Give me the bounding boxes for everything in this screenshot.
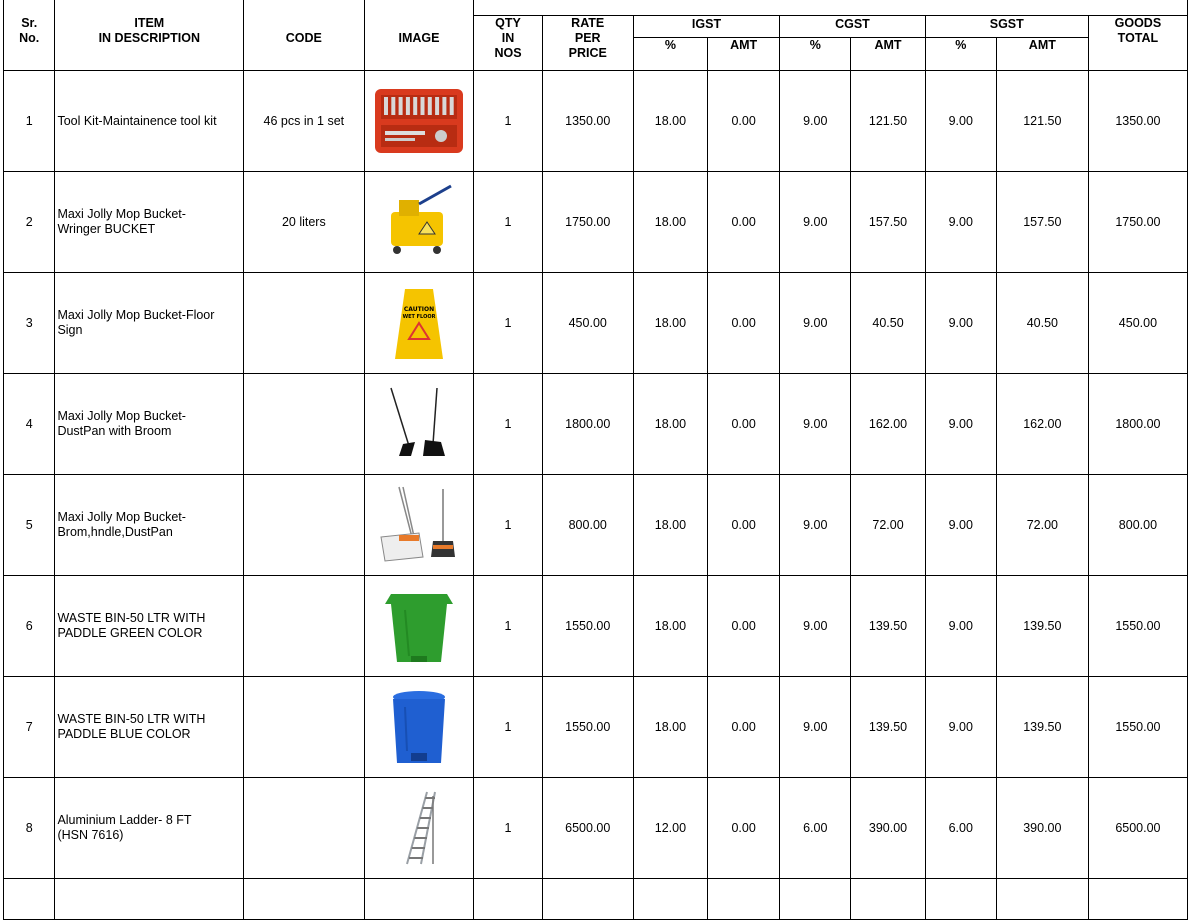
total-cell: 1750.00: [1088, 172, 1187, 273]
table-row: [4, 475, 1188, 576]
total-cell: 6500.00: [1088, 778, 1187, 879]
igst-pct-cell: 18.00: [633, 374, 707, 475]
rate-header: RATE PER PRICE: [542, 16, 633, 71]
table-row-empty: [4, 879, 1188, 920]
table-row: [4, 71, 1188, 172]
sr-cell: 7: [4, 677, 55, 778]
description-cell: [55, 273, 244, 374]
description-line: (HSN 7616): [57, 828, 124, 842]
sgst-pct-cell: 6.00: [925, 778, 996, 879]
rate-cell: 1550.00: [542, 576, 633, 677]
floor-sign-image: [365, 283, 474, 363]
cgst-pct-cell: 9.00: [780, 172, 851, 273]
header-row-top: [4, 0, 1188, 16]
sgst-pct-cell: 9.00: [925, 677, 996, 778]
svg-text:WET FLOOR: WET FLOOR: [402, 314, 436, 320]
sgst-pct-cell: 9.00: [925, 273, 996, 374]
description-line: Maxi Jolly Mop Bucket-: [57, 510, 186, 524]
description-line: WASTE BIN-50 LTR WITH: [57, 712, 206, 726]
igst-amt-cell: 0.00: [708, 576, 780, 677]
igst-header: IGST: [633, 16, 779, 38]
igst-amt-cell: 0.00: [708, 778, 780, 879]
svg-text:CAUTION: CAUTION: [403, 306, 435, 313]
description-line: Sign: [57, 323, 83, 337]
sgst-header: SGST: [925, 16, 1088, 38]
cgst-pct-cell: 6.00: [780, 778, 851, 879]
code-cell: [244, 475, 364, 576]
sgst-pct-cell: 9.00: [925, 576, 996, 677]
invoice-table: [3, 0, 1188, 920]
rate-cell: 1750.00: [542, 172, 633, 273]
qty-cell: 1: [474, 71, 542, 172]
table-row: [4, 374, 1188, 475]
cgst-amt-cell: 390.00: [851, 778, 925, 879]
cgst-pct-header: %: [780, 38, 851, 71]
header-row-main: [4, 16, 1188, 38]
blue-waste-bin-image: [365, 687, 474, 767]
code-header: CODE: [244, 16, 364, 71]
sgst-pct-cell: 9.00: [925, 71, 996, 172]
total-cell: 800.00: [1088, 475, 1187, 576]
total-cell: 1550.00: [1088, 576, 1187, 677]
description-line: PADDLE GREEN COLOR: [57, 626, 203, 640]
code-cell: [244, 273, 364, 374]
cgst-pct-cell: 9.00: [780, 677, 851, 778]
cgst-pct-cell: 9.00: [780, 374, 851, 475]
description-line: Aluminium Ladder- 8 FT: [57, 813, 192, 827]
image-cell: [364, 71, 474, 172]
cgst-amt-cell: 40.50: [851, 273, 925, 374]
table-row: [4, 778, 1188, 879]
cgst-pct-cell: 9.00: [780, 273, 851, 374]
igst-amt-cell: 0.00: [708, 374, 780, 475]
table-row: [4, 576, 1188, 677]
igst-amt-cell: 0.00: [708, 677, 780, 778]
qty-cell: 1: [474, 677, 542, 778]
igst-amt-header: AMT: [708, 38, 780, 71]
sr-cell: 5: [4, 475, 55, 576]
igst-amt-cell: 0.00: [708, 71, 780, 172]
description-cell: [55, 71, 244, 172]
cgst-amt-cell: 139.50: [851, 576, 925, 677]
sgst-amt-cell: 40.50: [996, 273, 1088, 374]
description-cell: [55, 778, 244, 879]
dustpan-broom-image: [365, 384, 474, 464]
cgst-amt-cell: 157.50: [851, 172, 925, 273]
item-description-header: ITEM IN DESCRIPTION: [55, 16, 244, 71]
description-line: WASTE BIN-50 LTR WITH: [57, 611, 206, 625]
sr-cell: 4: [4, 374, 55, 475]
qty-cell: 1: [474, 374, 542, 475]
cgst-pct-cell: 9.00: [780, 576, 851, 677]
sr-cell: 6: [4, 576, 55, 677]
igst-amt-cell: 0.00: [708, 273, 780, 374]
rate-cell: 450.00: [542, 273, 633, 374]
image-cell: [364, 273, 474, 374]
goods-total-header: GOODS TOTAL: [1088, 16, 1187, 71]
sgst-pct-cell: 9.00: [925, 172, 996, 273]
image-cell: [364, 475, 474, 576]
sgst-amt-header: AMT: [996, 38, 1088, 71]
code-cell: [244, 677, 364, 778]
description-line: Maxi Jolly Mop Bucket-Floor: [57, 308, 215, 322]
description-line: DustPan with Broom: [57, 424, 172, 438]
description-line: PADDLE BLUE COLOR: [57, 727, 191, 741]
description-cell: [55, 172, 244, 273]
table-row: [4, 677, 1188, 778]
ladder-image: [365, 788, 474, 868]
cgst-amt-cell: 162.00: [851, 374, 925, 475]
igst-pct-header: %: [633, 38, 707, 71]
qty-cell: 1: [474, 475, 542, 576]
sgst-pct-cell: 9.00: [925, 475, 996, 576]
image-cell: [364, 576, 474, 677]
sr-cell: 3: [4, 273, 55, 374]
total-cell: 1350.00: [1088, 71, 1187, 172]
tool-kit-image: [365, 81, 474, 161]
image-cell: [364, 172, 474, 273]
code-cell: 46 pcs in 1 set: [244, 71, 364, 172]
mop-bucket-image: [365, 182, 474, 262]
sr-cell: 2: [4, 172, 55, 273]
table-row: [4, 273, 1188, 374]
total-cell: 450.00: [1088, 273, 1187, 374]
qty-cell: 1: [474, 172, 542, 273]
sgst-amt-cell: 162.00: [996, 374, 1088, 475]
description-cell: [55, 576, 244, 677]
igst-pct-cell: 18.00: [633, 71, 707, 172]
igst-pct-cell: 18.00: [633, 273, 707, 374]
igst-pct-cell: 12.00: [633, 778, 707, 879]
igst-amt-cell: 0.00: [708, 172, 780, 273]
igst-pct-cell: 18.00: [633, 576, 707, 677]
broom-handle-dustpan-image: [365, 485, 474, 565]
cgst-amt-cell: 121.50: [851, 71, 925, 172]
rate-cell: 1800.00: [542, 374, 633, 475]
description-line: Brom,hndle,DustPan: [57, 525, 173, 539]
igst-pct-cell: 18.00: [633, 172, 707, 273]
sgst-pct-cell: 9.00: [925, 374, 996, 475]
rate-cell: 1550.00: [542, 677, 633, 778]
cgst-amt-header: AMT: [851, 38, 925, 71]
rate-cell: 800.00: [542, 475, 633, 576]
description-line: Maxi Jolly Mop Bucket-: [57, 207, 186, 221]
cgst-amt-cell: 139.50: [851, 677, 925, 778]
cgst-amt-cell: 72.00: [851, 475, 925, 576]
sgst-amt-cell: 139.50: [996, 576, 1088, 677]
table-row: [4, 172, 1188, 273]
description-cell: [55, 475, 244, 576]
code-cell: 20 liters: [244, 172, 364, 273]
igst-pct-cell: 18.00: [633, 475, 707, 576]
rate-cell: 1350.00: [542, 71, 633, 172]
description-cell: [55, 374, 244, 475]
rate-cell: 6500.00: [542, 778, 633, 879]
total-cell: 1550.00: [1088, 677, 1187, 778]
sgst-amt-cell: 390.00: [996, 778, 1088, 879]
sgst-pct-header: %: [925, 38, 996, 71]
qty-cell: 1: [474, 576, 542, 677]
code-cell: [244, 778, 364, 879]
description-line: Maxi Jolly Mop Bucket-: [57, 409, 186, 423]
table-body: [4, 71, 1188, 920]
cgst-header: CGST: [780, 16, 925, 38]
description-line: Wringer BUCKET: [57, 222, 156, 236]
sr-cell: 8: [4, 778, 55, 879]
sgst-amt-cell: 121.50: [996, 71, 1088, 172]
total-cell: 1800.00: [1088, 374, 1187, 475]
green-waste-bin-image: [365, 586, 474, 666]
igst-pct-cell: 18.00: [633, 677, 707, 778]
sr-cell: 1: [4, 71, 55, 172]
description-cell: [55, 677, 244, 778]
qty-cell: 1: [474, 273, 542, 374]
igst-amt-cell: 0.00: [708, 475, 780, 576]
code-cell: [244, 576, 364, 677]
qty-header: QTY IN NOS: [474, 16, 542, 71]
image-cell: [364, 374, 474, 475]
description-line: Tool Kit-Maintainence tool kit: [57, 113, 217, 128]
cgst-pct-cell: 9.00: [780, 475, 851, 576]
image-cell: [364, 778, 474, 879]
code-cell: [244, 374, 364, 475]
sgst-amt-cell: 72.00: [996, 475, 1088, 576]
image-header: IMAGE: [364, 16, 474, 71]
sr-header: Sr. No.: [4, 16, 55, 71]
sgst-amt-cell: 157.50: [996, 172, 1088, 273]
image-cell: [364, 677, 474, 778]
sgst-amt-cell: 139.50: [996, 677, 1088, 778]
qty-cell: 1: [474, 778, 542, 879]
cgst-pct-cell: 9.00: [780, 71, 851, 172]
